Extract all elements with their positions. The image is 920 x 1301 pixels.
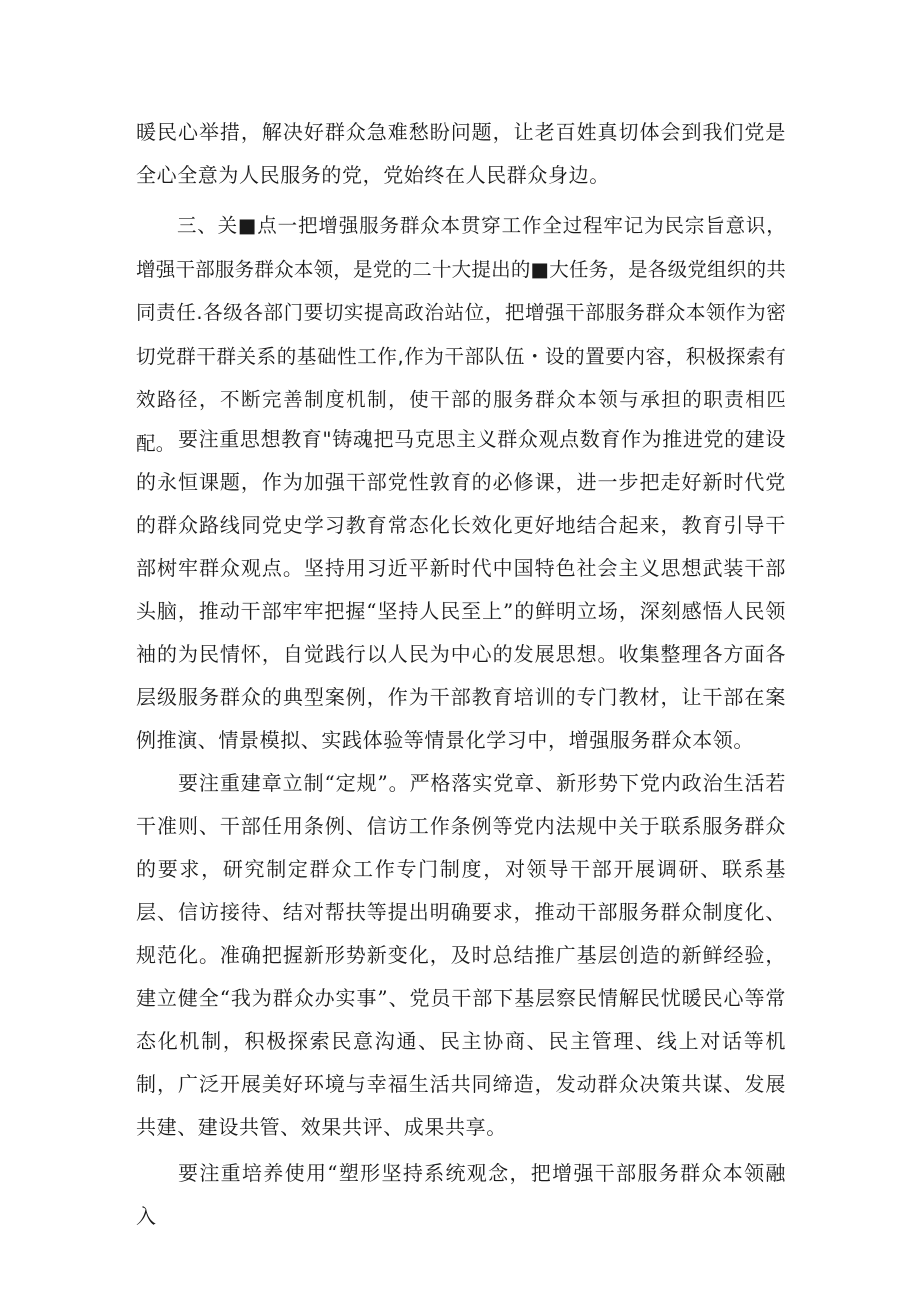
paragraph-training-and-use: 要注重培养使用“塑形坚持系统观念，把增强干部服务群众本领融入 — [136, 1161, 786, 1228]
paragraph-section-three: 三、关■点一把增强服务群众本贯穿工作全过程牢记为民宗旨意识，增强干部服务群众本领，是党的二十大提出的■大任务，是各级党组织的共同责任.各级各部门要切实提高政治站位，把增强干部服务群众本领作为密切党群干群关系的基础性工作,作为干部队伍・设的置要内容，积极探索有效路径，不断完善制度机制，使干部的服务群众本领与承担的职责相匹配。 — [136, 214, 786, 455]
paragraph-continuation: 暖民心举措，解决好群众急难愁盼问题，让老百姓真切体会到我们党是全心全意为人民服务的党，党始终在人民群众身边。 — [136, 120, 786, 187]
paragraph-rules-and-regulations: 要注重建章立制“定规”。严格落实党章、新形势下党内政治生活若干准则、干部任用条例、信访工作条例等党内法规中关于联系服务群众的要求，研究制定群众工作专门制度，对领导干部开展调研、联系基层、信访接待、结对帮扶等提出明确要求，推动干部服务群众制度化、规范化。准确把握新形势新变化，及时总结推广基层创造的新鲜经验，建立健全“我为群众办实事”、党员干部下基层察民情解民忧暖民心等常态化机制，积极探索民意沟通、民主协商、民主管理、线上对话等机制，广泛开展美好环境与幸福生活共同缔造，发动群众决策共谋、发展共建、建设共管、效果共评、成果共享。 — [136, 771, 786, 1139]
paragraph-ideological-education: 要注重思想教育"铸魂把马克思主义群众观点数育作为推进党的建设的永恒课题，作为加强干部党性敦育的必修课，进一步把走好新时代党的群众路线同党史学习教育常态化长效化更好地结合起来，教育引导干部树牢群众观点。坚持用习近平新时代中国特色社会主义思想武装干部头脑，推动干部牢牢把握“坚持人民至上”的鲜明立场，深刻感悟人民领袖的为民情怀，自觉践行以人民为中心的发展思想。收集整理各方面各层级服务群众的典型案例，作为干部教育培训的专门教材，让干部在案例推演、情景模拟、实践体验等情景化学习中，增强服务群众本领。 — [136, 427, 786, 752]
